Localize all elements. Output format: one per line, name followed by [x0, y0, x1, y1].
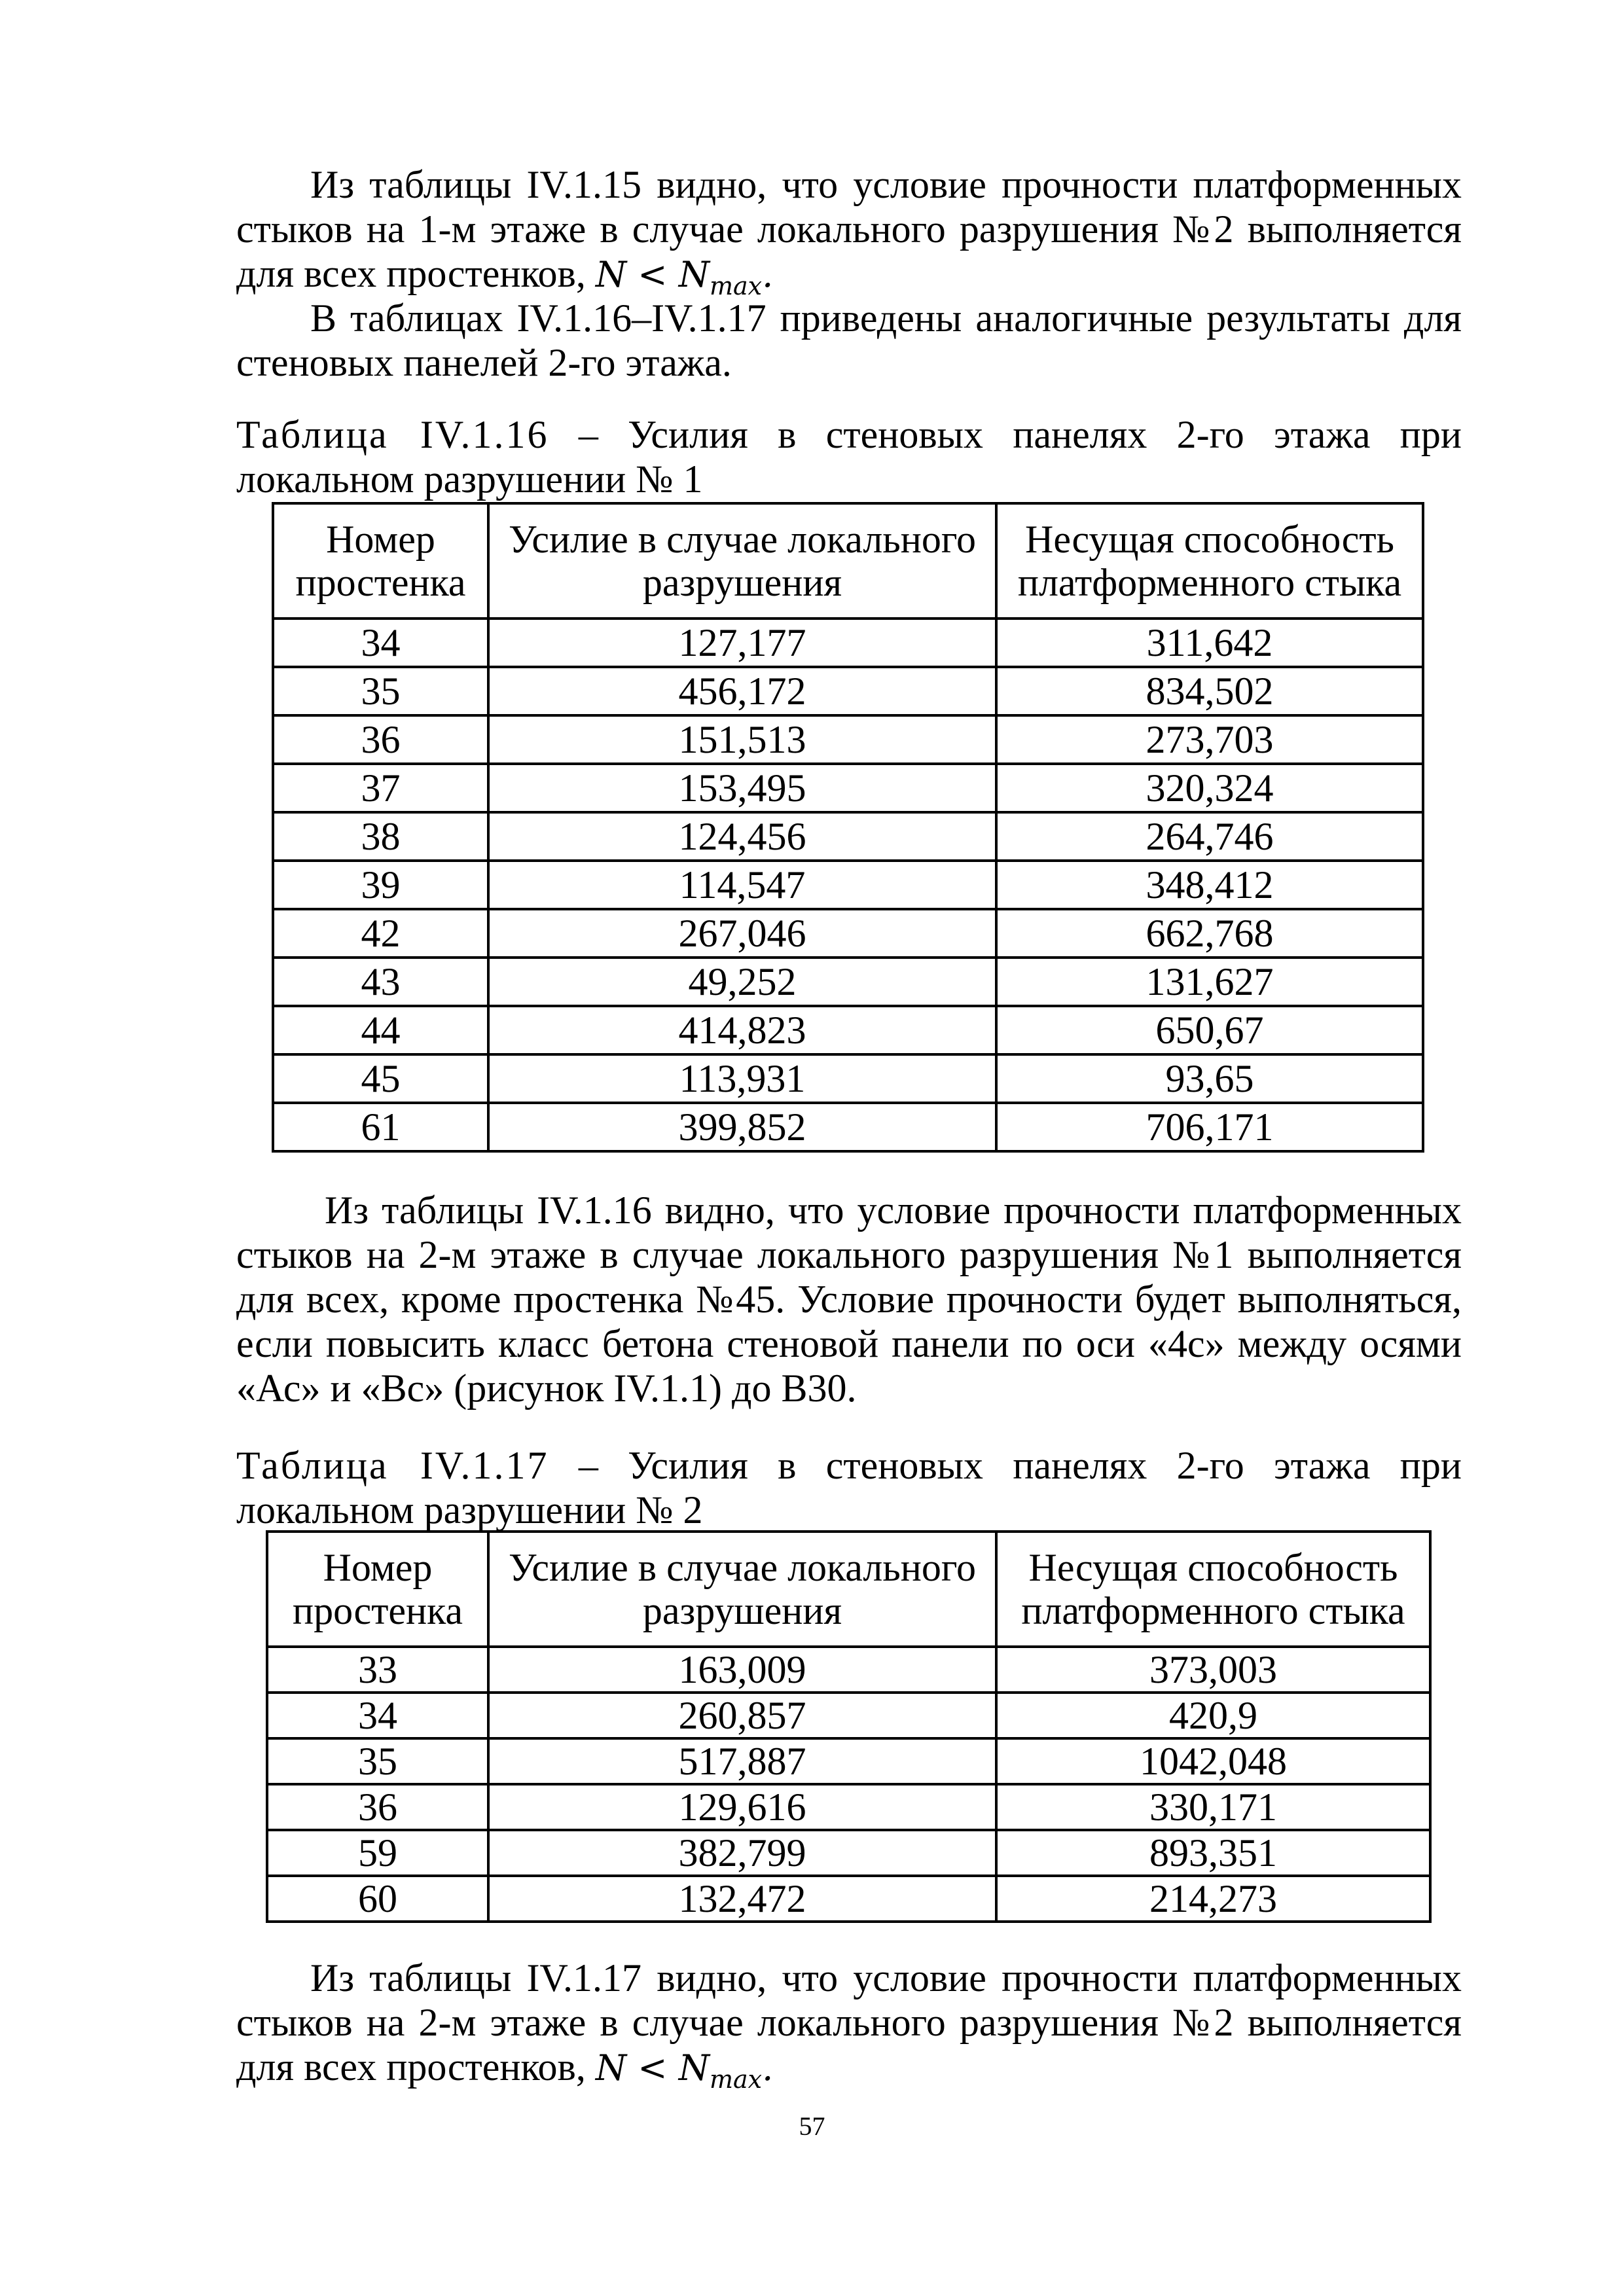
formula-lhs: N [595, 2047, 627, 2089]
wall-number-cell: 43 [273, 958, 488, 1006]
table-row [273, 715, 1423, 764]
formula-sub: max [709, 271, 763, 300]
wall-number-cell: 44 [273, 1006, 488, 1054]
capacity-cell: 131,627 [996, 958, 1423, 1006]
table2-caption-text: – Усилия в стеновых панелях 2-го этажа при локальном разрушении № 2 [236, 1444, 1462, 1532]
wall-number-cell: 34 [267, 1693, 488, 1738]
capacity-cell: 893,351 [996, 1830, 1430, 1876]
table-row [267, 1738, 1430, 1784]
paragraph-text: Из таблицы IV.1.17 видно, что условие прочности платформенных стыков на 2-м этаже в случае локального разрушения №2 выполняется для всех простенков, [236, 1956, 1462, 2089]
paragraph-1 [236, 162, 1462, 308]
wall-number-cell: 39 [273, 861, 488, 909]
capacity-cell: 264,746 [996, 812, 1423, 861]
formula-sub: max [709, 2064, 763, 2094]
header-cell: Усилие в случае локального разрушения [488, 1532, 996, 1647]
table2-label: Таблица IV.1.17 [236, 1444, 549, 1487]
formula [595, 254, 774, 300]
page-number: 57 [799, 2111, 825, 2141]
wall-number-cell: 33 [267, 1647, 488, 1693]
force-cell: 517,887 [488, 1738, 996, 1784]
table2-caption [236, 1443, 1462, 1532]
table-row [267, 1784, 1430, 1830]
force-cell: 456,172 [488, 667, 996, 715]
force-cell: 127,177 [488, 619, 996, 667]
capacity-cell: 834,502 [996, 667, 1423, 715]
formula [595, 2047, 774, 2094]
wall-number-cell: 35 [267, 1738, 488, 1784]
force-cell: 49,252 [488, 958, 996, 1006]
capacity-cell: 420,9 [996, 1693, 1430, 1738]
wall-number-cell: 36 [273, 715, 488, 764]
capacity-cell: 706,171 [996, 1103, 1423, 1151]
paragraph-3: Из таблицы IV.1.16 видно, что условие прочности платформенных стыков на 2-м этаже в случае локального разрушения №1 выполняется для всех, кроме простенка №45. Условие прочности будет выполняться, если повысить класс бетона стеновой панели по оси «4с» между осями «Ас» и «Вс» (рисунок IV.1.1) до В30. [236, 1189, 1462, 1410]
table-1 [272, 502, 1424, 1153]
capacity-cell: 320,324 [996, 764, 1423, 812]
force-cell: 382,799 [488, 1830, 996, 1876]
table-row [267, 1693, 1430, 1738]
capacity-cell: 273,703 [996, 715, 1423, 764]
formula-rhs: N [678, 2047, 710, 2089]
table-row [273, 667, 1423, 715]
paragraph-text: Из таблицы IV.1.15 видно, что условие прочности платформенных стыков на 1-м этаже в случае локального разрушения №2 выполняется для всех простенков, [236, 163, 1462, 295]
capacity-cell: 348,412 [996, 861, 1423, 909]
capacity-cell: 650,67 [996, 1006, 1423, 1054]
wall-number-cell: 36 [267, 1784, 488, 1830]
table-row [273, 1006, 1423, 1054]
force-cell: 267,046 [488, 909, 996, 958]
header-cell: Несущая способность платформенного стыка [996, 503, 1423, 619]
formula-end: . [762, 254, 774, 295]
table1-caption-text: – Усилия в стеновых панелях 2-го этажа при локальном разрушении № 1 [236, 413, 1462, 501]
wall-number-cell: 61 [273, 1103, 488, 1151]
table-row [267, 1647, 1430, 1693]
formula-end: . [762, 2047, 774, 2089]
capacity-cell: 1042,048 [996, 1738, 1430, 1784]
table-row [273, 861, 1423, 909]
wall-number-cell: 37 [273, 764, 488, 812]
header-cell: Номер простенка [273, 503, 488, 619]
force-cell: 153,495 [488, 764, 996, 812]
table-row [267, 1876, 1430, 1922]
wall-number-cell: 45 [273, 1054, 488, 1103]
wall-number-cell: 42 [273, 909, 488, 958]
table-row [267, 1830, 1430, 1876]
capacity-cell: 330,171 [996, 1784, 1430, 1830]
table-row [273, 909, 1423, 958]
formula-op: < [626, 2047, 679, 2089]
force-cell: 124,456 [488, 812, 996, 861]
table-row [273, 764, 1423, 812]
header-cell: Несущая способность платформенного стыка [996, 1532, 1430, 1647]
table-row [273, 958, 1423, 1006]
table-2 [266, 1530, 1432, 1923]
table1-label: Таблица IV.1.16 [236, 413, 549, 456]
wall-number-cell: 60 [267, 1876, 488, 1922]
force-cell: 399,852 [488, 1103, 996, 1151]
force-cell: 151,513 [488, 715, 996, 764]
table-header-row [267, 1532, 1430, 1647]
capacity-cell: 662,768 [996, 909, 1423, 958]
paragraph-4 [236, 1956, 1462, 2102]
table-row [273, 1054, 1423, 1103]
paragraph-2: В таблицах IV.1.16–IV.1.17 приведены аналогичные результаты для стеновых панелей 2-го этажа. [236, 296, 1462, 384]
capacity-cell: 93,65 [996, 1054, 1423, 1103]
wall-number-cell: 34 [273, 619, 488, 667]
wall-number-cell: 35 [273, 667, 488, 715]
header-cell: Усилие в случае локального разрушения [488, 503, 996, 619]
force-cell: 132,472 [488, 1876, 996, 1922]
table-row [273, 812, 1423, 861]
table-header-row [273, 503, 1423, 619]
capacity-cell: 214,273 [996, 1876, 1430, 1922]
capacity-cell: 311,642 [996, 619, 1423, 667]
formula-lhs: N [595, 254, 627, 295]
force-cell: 163,009 [488, 1647, 996, 1693]
wall-number-cell: 38 [273, 812, 488, 861]
force-cell: 113,931 [488, 1054, 996, 1103]
table-row [273, 1103, 1423, 1151]
formula-op: < [626, 254, 679, 295]
capacity-cell: 373,003 [996, 1647, 1430, 1693]
table1-caption [236, 412, 1462, 501]
wall-number-cell: 59 [267, 1830, 488, 1876]
force-cell: 114,547 [488, 861, 996, 909]
force-cell: 414,823 [488, 1006, 996, 1054]
force-cell: 260,857 [488, 1693, 996, 1738]
table-row [273, 619, 1423, 667]
force-cell: 129,616 [488, 1784, 996, 1830]
formula-rhs: N [678, 254, 710, 295]
header-cell: Номер простенка [267, 1532, 488, 1647]
